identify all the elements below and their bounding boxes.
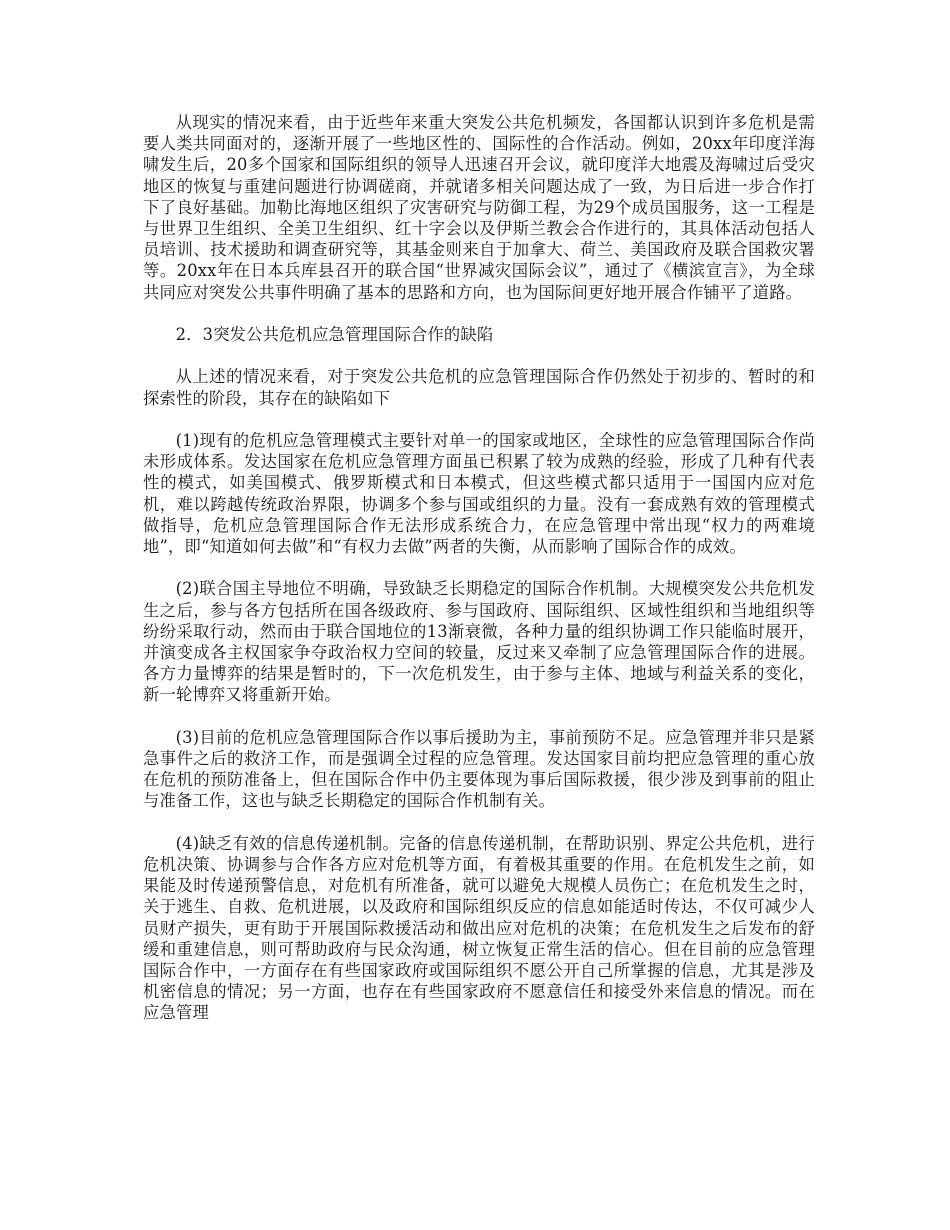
paragraph-item-1: (1)现有的危机应急管理模式主要针对单一的国家或地区，全球性的应急管理国际合作尚未形成体系。发达国家在危机应急管理方面虽已积累了较为成熟的经验，形成了几种有代表性的模式，如美国模式、俄罗斯模式和日本模式，但这些模式都只适用于一国国内应对危机，难以跨越传统政治界限，协调多个参与国或组织的力量。没有一套成熟有效的管理模式做指导，危机应急管理国际合作无法形成系统合力，在应急管理中常出现“权力的两难境地”，即“知道如何去做”和“有权力去做”两者的失衡，从而影响了国际合作的成效。 (143, 431, 815, 557)
paragraph-item-4: (4)缺乏有效的信息传递机制。完备的信息传递机制，在帮助识别、界定公共危机，进行危机决策、协调参与合作各方应对危机等方面，有着极其重要的作用。在危机发生之前，如果能及时传递预警信息，对危机有所准备，就可以避免大规模人员伤亡；在危机发生之时，关于逃生、自救、危机进展，以及政府和国际组织反应的信息如能适时传达，不仅可减少人员财产损失，更有助于开展国际救援活动和做出应对危机的决策；在危机发生之后发布的舒缓和重建信息，则可帮助政府与民众沟通，树立恢复正常生活的信心。但在目前的应急管理国际合作中，一方面存在有些国家政府或国际组织不愿公开自己所掌握的信息，尤其是涉及机密信息的情况；另一方面，也存在有些国家政府不愿意信任和接受外来信息的情况。而在应急管理 (143, 833, 815, 1023)
section-heading: 2．3突发公共危机应急管理国际合作的缺陷 (175, 325, 494, 345)
paragraph-intro: 从现实的情况来看，由于近些年来重大突发公共危机频发，各国都认识到许多危机是需要人类共同面对的，逐渐开展了一些地区性的、国际性的合作活动。例如，20xx年印度洋海啸发生后，20多个国家和国际组织的领导人迅速召开会议，就印度洋大地震及海啸过后受灾地区的恢复与重建问题进行协调磋商，并就诸多相关问题达成了一致，为日后进一步合作打下了良好基础。加勒比海地区组织了灾害研究与防御工程，为29个成员国服务，这一工程是与世界卫生组织、全美卫生组织、红十字会以及伊斯兰教会合作进行的，其具体活动包括人员培训、技术援助和调查研究等，其基金则来自于加拿大、荷兰、美国政府及联合国救灾署等。20xx年在日本兵库县召开的联合国“世界减灾国际会议”，通过了《横滨宣言》，为全球共同应对突发公共事件明确了基本的思路和方向，也为国际间更好地开展合作铺平了道路。 (143, 113, 815, 302)
paragraph-summary: 从上述的情况来看，对于突发公共危机的应急管理国际合作仍然处于初步的、暂时的和探索性的阶段，其存在的缺陷如下 (143, 367, 815, 408)
paragraph-item-3: (3)目前的危机应急管理国际合作以事后援助为主，事前预防不足。应急管理并非只是紧急事件之后的救济工作，而是强调全过程的应急管理。发达国家目前均把应急管理的重心放在危机的预防准备上，但在国际合作中仍主要体现为事后国际救援，很少涉及到事前的阻止与准备工作，这也与缺乏长期稳定的国际合作机制有关。 (143, 727, 815, 811)
document-page (143, 112, 815, 1045)
paragraph-item-2: (2)联合国主导地位不明确，导致缺乏长期稳定的国际合作机制。大规模突发公共危机发生之后，参与各方包括所在国各级政府、参与国政府、国际组织、区域性组织和当地组织等纷纷采取行动，然而由于联合国地位的13渐衰微，各种力量的组织协调工作只能临时展开，并演变成各主权国家争夺政治权力空间的较量，反过来又牵制了应急管理国际合作的进展。各方力量博弈的结果是暂时的，下一次危机发生，由于参与主体、地域与利益关系的变化，新一轮博弈又将重新开始。 (143, 579, 815, 705)
